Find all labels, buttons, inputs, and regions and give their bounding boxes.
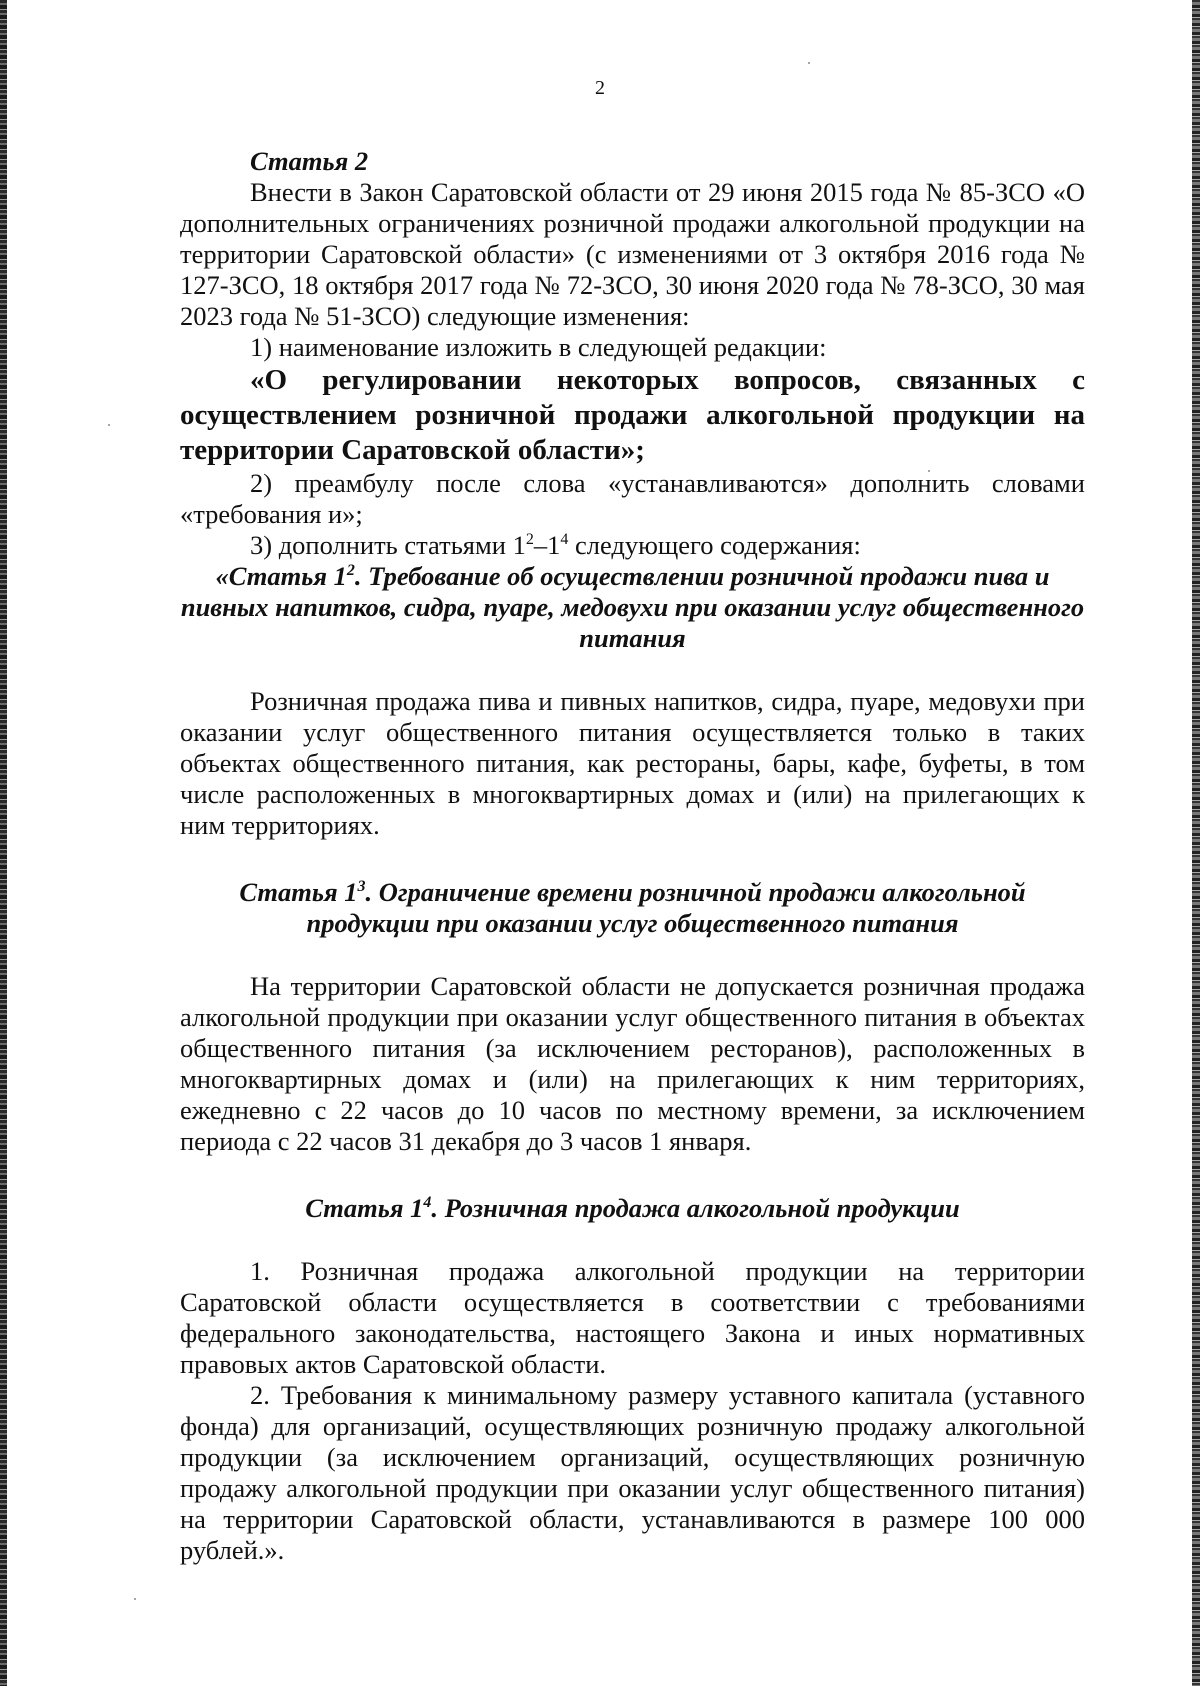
article-1-4-paragraph-1: 1. Розничная продажа алкогольной продукции на территории Саратовской области осуществляется в соответствии с требованиями федерального законодательства, настоящего Закона и иных нормативных правовых актов Саратовской области. xyxy=(180,1256,1085,1379)
article-2-item-2: 2) преамбулу после слова «устанавливаются» дополнить словами «требования и»; xyxy=(180,468,1085,529)
article-2-intro: Внести в Закон Саратовской области от 29 июня 2015 года № 85-ЗСО «О дополнительных ограничениях розничной продажи алкогольной продукции на территории Саратовской области» (с изменениями от 3 октября 2016 года № 127-ЗСО, 18 октября 2017 года № 72-ЗСО, 30 июня 2020 года № 78-ЗСО, 30 мая 2023 года № 51-ЗСО) следующие изменения: xyxy=(180,177,1085,331)
article-1-4-heading: Статья $1^4$. Розничная продажа алкогольной продукции xyxy=(305,1193,960,1223)
article-2-item-1: 1) наименование изложить в следующей редакции: xyxy=(250,332,827,362)
article-1-4-paragraph-2: 2. Требования к минимальному размеру уставного капитала (уставного фонда) для организаций, осуществляющих розничную продажу алкогольной продукции (за исключением организаций, осуществляющих розничную продажу алкогольной продукции при оказании услуг общественного питания) на территории Саратовской области, устанавливаются в размере 100 000 рублей.». xyxy=(180,1380,1085,1565)
article-1-3-heading: Статья $1^3$. Ограничение времени розничной продажи алкогольной продукции при оказании услуг общественного питания xyxy=(239,877,1026,938)
scan-edge-left xyxy=(0,0,7,1686)
article-1-3-body: На территории Саратовской области не допускается розничная продажа алкогольной продукции при оказании услуг общественного питания в объектах общественного питания (за исключением ресторанов), расположенных в многоквартирных домах и (или) на прилегающих к ним территориях, ежедневно с 22 часов до 10 часов по местному времени, за исключением периода с 22 часов 31 декабря до 3 часов 1 января. xyxy=(180,971,1085,1156)
scan-speck xyxy=(808,62,810,64)
article-1-2-heading: «Статья $1^2$. Требование об осуществлении розничной продажи пива и пивных напитков, сидра, пуаре, медовухи при оказании услуг общественного питания xyxy=(180,561,1085,653)
scan-speck xyxy=(134,1598,136,1600)
article-1-2-body: Розничная продажа пива и пивных напитков, сидра, пуаре, медовухи при оказании услуг общественного питания осуществляется только в таких объектах общественного питания, как рестораны, бары, кафе, буфеты, в том числе расположенных в многоквартирных домах и (или) на прилегающих к ним территориях. xyxy=(180,686,1085,840)
scan-edge-right xyxy=(1192,0,1200,1686)
page-number: 2 xyxy=(595,77,605,99)
article-2-item-3: 3) дополнить статьями $1^2-1^4$ следующего содержания: xyxy=(250,530,861,560)
article-2-label: Статья 2 xyxy=(250,146,369,176)
document-body xyxy=(180,146,1085,1566)
scan-speck xyxy=(108,424,110,426)
new-law-title: «О регулировании некоторых вопросов, связанных с осуществлением розничной продажи алкогольной продукции на территории Саратовской области»; xyxy=(180,364,1085,466)
